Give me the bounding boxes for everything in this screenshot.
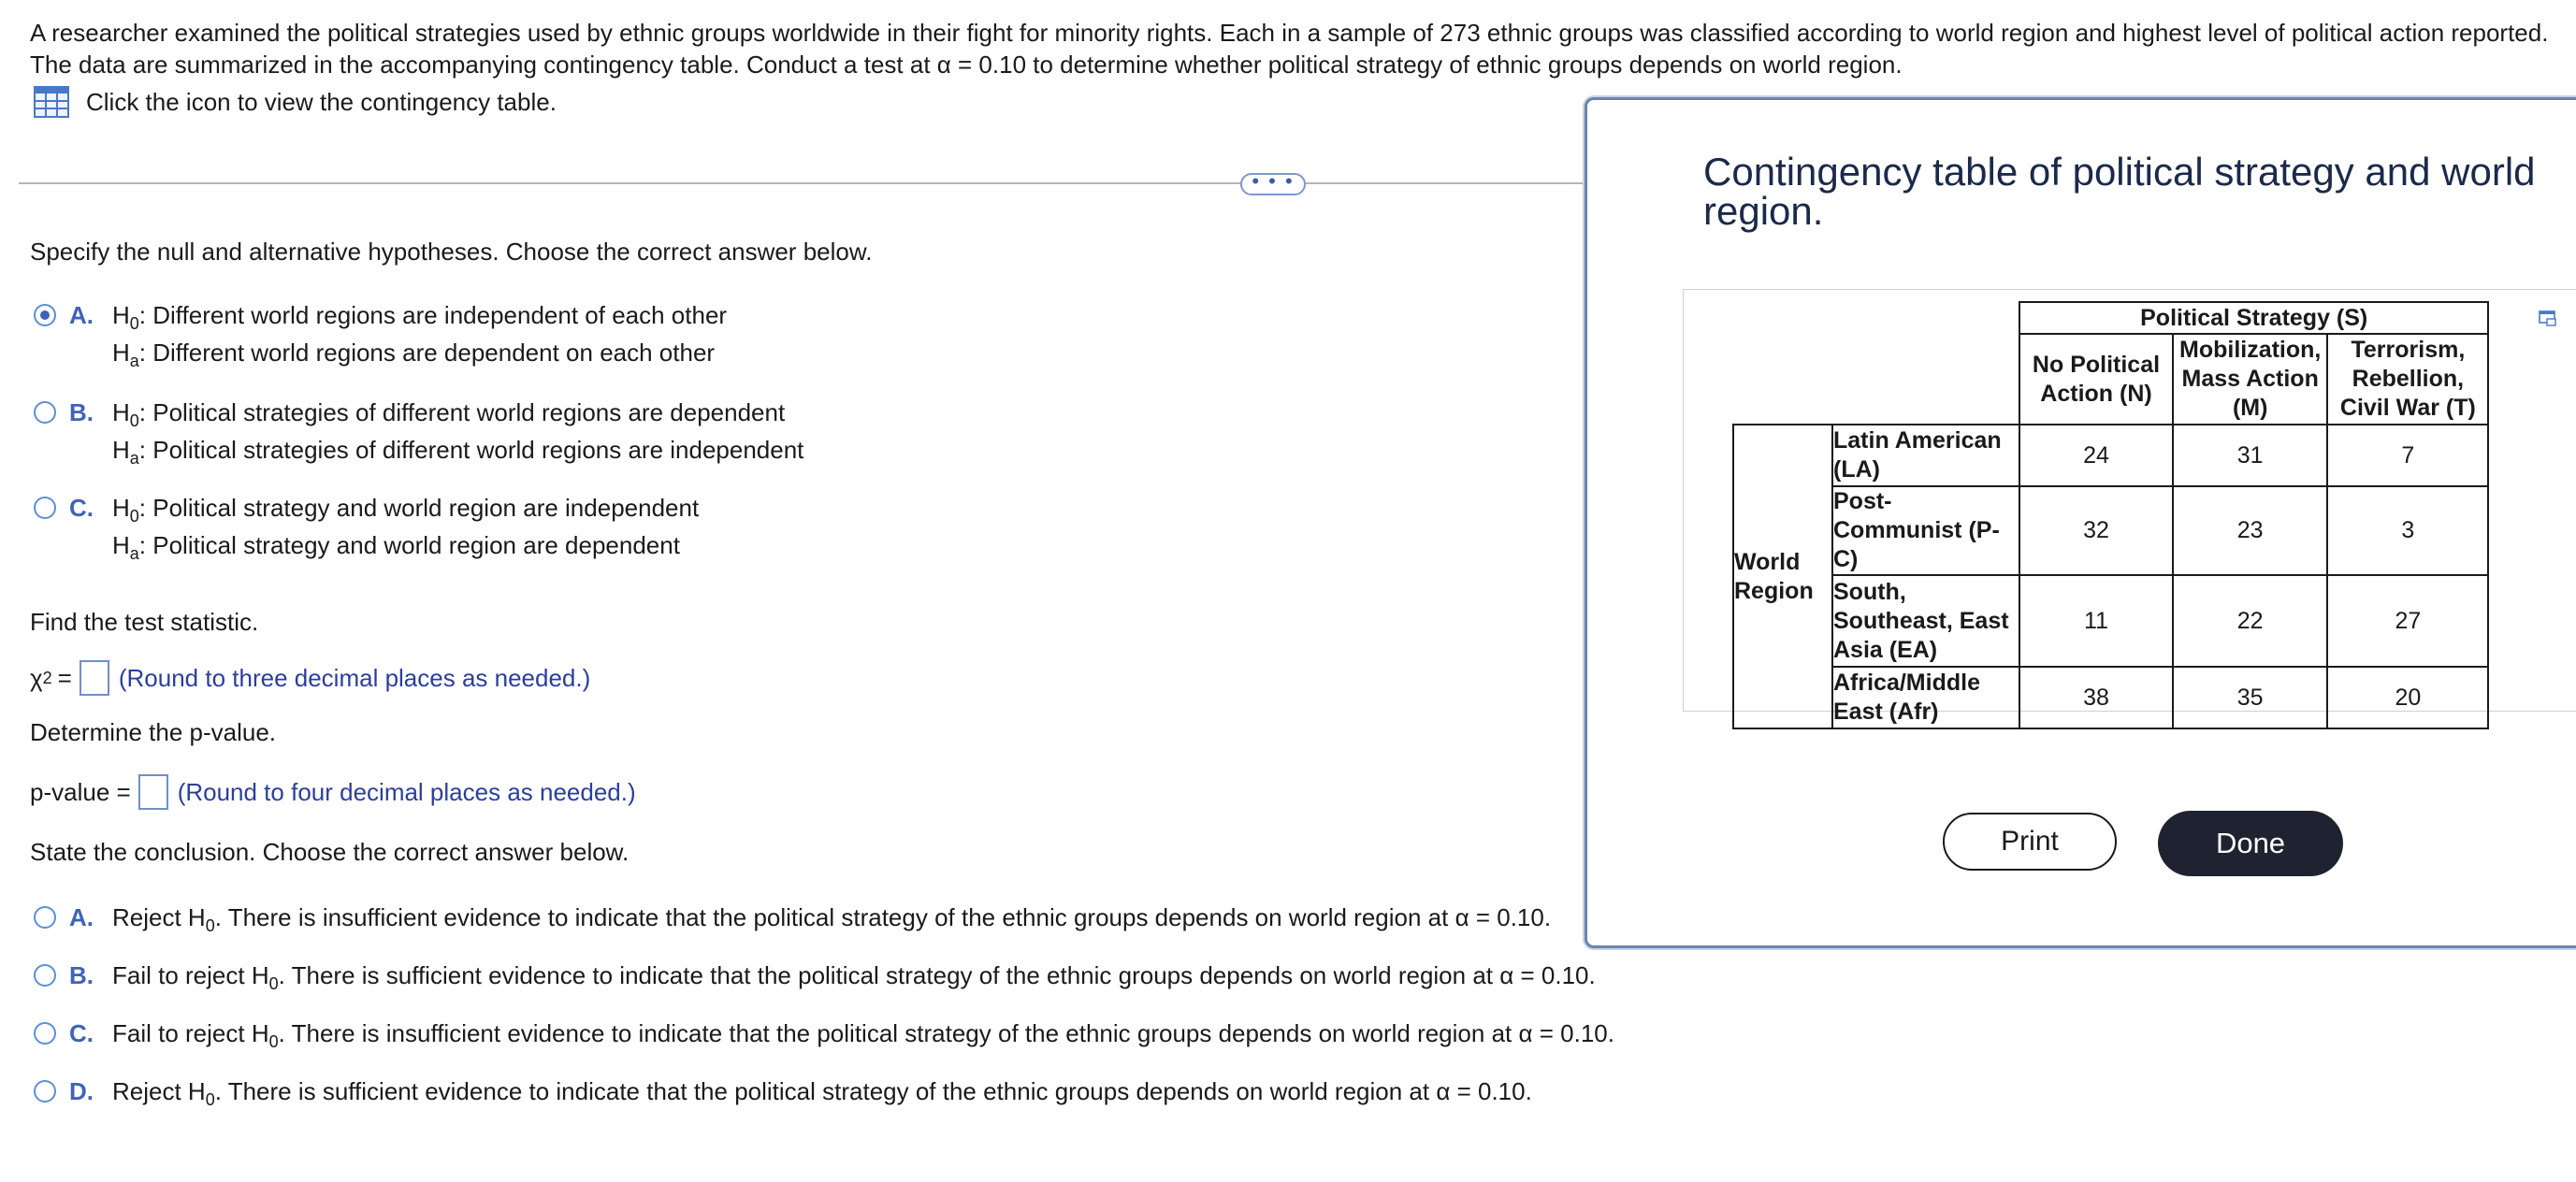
radio-icon[interactable] [34, 1022, 56, 1045]
table-cell: 22 [2173, 575, 2327, 667]
radio-selected-icon[interactable] [34, 304, 56, 326]
pvalue-hint: (Round to four decimal places as needed.) [177, 778, 636, 806]
column-header: No Political Action (N) [2019, 334, 2173, 425]
table-panel [1683, 289, 2576, 725]
hypothesis-option-a[interactable] [34, 299, 728, 371]
table-cell: 32 [2019, 486, 2173, 575]
row-label: Post-Communist (P-C) [1832, 486, 2019, 575]
table-icon[interactable] [34, 86, 69, 118]
table-row [1733, 575, 2488, 667]
alt-hypothesis: $H_a$: Different world regions are dependent on each other [112, 339, 716, 371]
radio-icon[interactable] [34, 401, 56, 424]
problem-statement [30, 17, 2555, 80]
view-table-link[interactable] [34, 86, 557, 118]
test-stat-prompt: Find the test statistic. [30, 608, 259, 636]
table-cell: 11 [2019, 575, 2173, 667]
conclusion-prompt: State the conclusion. Choose the correct answer below. [30, 838, 630, 866]
table-cell: 24 [2019, 425, 2173, 486]
option-letter: A. [69, 301, 94, 329]
column-header: Mobilization, Mass Action (M) [2173, 334, 2327, 425]
null-hypothesis: $H_0$: Political strategies of different world regions are dependent [112, 398, 786, 431]
table-cell: 20 [2327, 667, 2488, 728]
radio-icon[interactable] [34, 497, 56, 519]
row-label: Africa/Middle East (Afr) [1832, 667, 2019, 728]
test-stat-hint: (Round to three decimal places as needed.) [118, 664, 591, 692]
table-cell: 3 [2327, 486, 2488, 575]
test-stat-row: χ 2 = (Round to three decimal places as needed.) [30, 660, 590, 696]
pvalue-label: p-value = [30, 778, 131, 806]
contingency-table-dialog [1585, 97, 2576, 948]
row-group-header: World Region [1733, 425, 1832, 728]
option-letter: B. [69, 398, 94, 426]
conclusion-option-a[interactable]: A. Reject $H_0$. There is insufficient evidence to indicate that the political strategy of the ethnic groups depends on world region at α = 0.10. [34, 901, 1551, 933]
expand-more-button[interactable]: • • • [1240, 173, 1306, 195]
row-label: Latin American (LA) [1832, 425, 2019, 486]
table-cell: 31 [2173, 425, 2327, 486]
test-stat-input[interactable] [80, 660, 109, 696]
alt-hypothesis: $H_a$: Political strategy and world region are dependent [112, 531, 680, 564]
problem-text-line-1: A researcher examined the political strategies used by ethnic groups worldwide in their fight for minority rights. Each in a sample of 273 ethnic groups was classified according to world region and highest level of political action reported. [30, 19, 2549, 47]
conclusion-option-b[interactable]: B. Fail to reject $H_0$. There is sufficient evidence to indicate that the political strategy of the ethnic groups depends on world region at α = 0.10. [34, 959, 1596, 991]
copy-icon[interactable] [2539, 310, 2557, 327]
alt-hypothesis: $H_a$: Political strategies of different world regions are independent [112, 436, 804, 468]
table-cell: 27 [2327, 575, 2488, 667]
option-letter: C. [69, 494, 94, 522]
dialog-title: Contingency table of political strategy and world region. [1703, 150, 2536, 233]
null-hypothesis: $H_0$: Different world regions are independent of each other [112, 301, 728, 334]
radio-icon[interactable] [34, 964, 56, 987]
table-row [1733, 425, 2488, 486]
radio-icon[interactable] [34, 1080, 56, 1103]
pvalue-prompt: Determine the p-value. [30, 718, 277, 746]
problem-text-line-2: The data are summarized in the accompanying contingency table. Conduct a test at α = 0.10 to determine whether political strategy of ethnic groups depends on world region. [30, 50, 1903, 79]
contingency-table [1732, 301, 2489, 729]
hypothesis-option-b[interactable] [34, 396, 803, 466]
pvalue-input[interactable] [138, 774, 168, 810]
null-hypothesis: $H_0$: Political strategy and world region are independent [112, 494, 700, 526]
hypotheses-prompt: Specify the null and alternative hypotheses. Choose the correct answer below. [30, 238, 873, 266]
table-cell: 7 [2327, 425, 2488, 486]
chi-symbol: χ [30, 664, 43, 692]
table-row [1733, 486, 2488, 575]
table-cell: 38 [2019, 667, 2173, 728]
done-button[interactable]: Done [2158, 811, 2343, 876]
print-button[interactable]: Print [1943, 813, 2117, 871]
table-cell: 35 [2173, 667, 2327, 728]
row-label: South, Southeast, East Asia (EA) [1832, 575, 2019, 667]
conclusion-option-d[interactable]: D. Reject $H_0$. There is sufficient evidence to indicate that the political strategy of the ethnic groups depends on world region at α = 0.10. [34, 1075, 1532, 1107]
table-cell: 23 [2173, 486, 2327, 575]
view-table-text[interactable]: Click the icon to view the contingency table. [86, 88, 557, 116]
column-group-header: Political Strategy (S) [2019, 302, 2488, 334]
conclusion-option-c[interactable]: C. Fail to reject $H_0$. There is insufficient evidence to indicate that the political strategy of the ethnic groups depends on world region at α = 0.10. [34, 1017, 1614, 1049]
section-divider [19, 182, 1590, 184]
column-header: Terrorism, Rebellion, Civil War (T) [2327, 334, 2488, 425]
pvalue-row [30, 774, 636, 810]
table-row [1733, 667, 2488, 728]
radio-icon[interactable] [34, 906, 56, 929]
hypothesis-option-c[interactable] [34, 492, 700, 564]
